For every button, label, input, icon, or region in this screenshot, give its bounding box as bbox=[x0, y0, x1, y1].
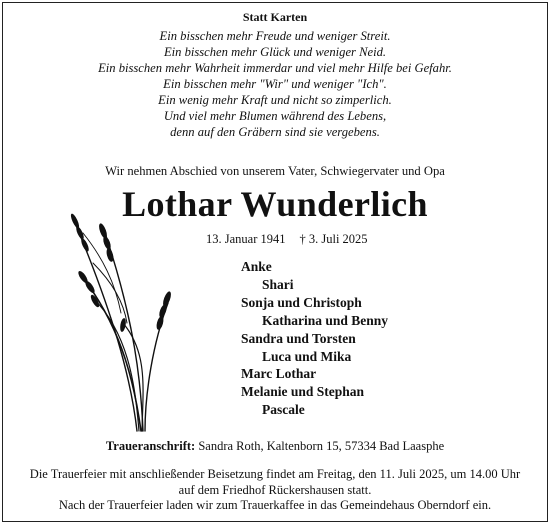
address-text: Sandra Roth, Kaltenborn 15, 57334 Bad Laasphe bbox=[198, 439, 445, 453]
life-dates bbox=[206, 232, 368, 247]
header-statt-karten: Statt Karten bbox=[242, 10, 308, 24]
family-member: Shari bbox=[262, 276, 294, 292]
death-date: † 3. Juli 2025 bbox=[299, 232, 368, 246]
family-member: Melanie und Stephan bbox=[241, 384, 365, 400]
address-label: Traueranschrift: bbox=[105, 439, 196, 453]
funeral-info-line: auf dem Friedhof Rückershausen statt. bbox=[178, 482, 372, 497]
poem-line: Und viel mehr Blumen während des Lebens, bbox=[163, 109, 387, 123]
funeral-info bbox=[3, 467, 547, 514]
poem-line: Ein wenig mehr Kraft und nicht so zimperlich. bbox=[158, 93, 392, 107]
mourning-address bbox=[3, 439, 547, 454]
poem bbox=[3, 28, 547, 140]
intro-text: Wir nehmen Abschied von unserem Vater, Schwiegervater und Opa bbox=[105, 164, 445, 178]
family-member: Sandra und Torsten bbox=[241, 330, 356, 346]
family-member: Anke bbox=[241, 259, 272, 274]
poem-line: Ein bisschen mehr Freude und weniger Streit. bbox=[159, 29, 391, 43]
family-member: Sonja und Christoph bbox=[241, 294, 362, 310]
family-member: Luca und Mika bbox=[262, 348, 352, 364]
funeral-info-line: Nach der Trauerfeier laden wir zum Trauerkaffee in das Gemeindehaus Oberndorf ein. bbox=[58, 498, 492, 512]
family-member: Marc Lothar bbox=[241, 366, 317, 382]
poem-line: Ein bisschen mehr Wahrheit immerdar und viel mehr Hilfe bei Gefahr. bbox=[98, 61, 452, 75]
deceased-name: Lothar Wunderlich bbox=[122, 184, 428, 224]
family-member: Pascale bbox=[262, 402, 305, 418]
obituary-notice bbox=[2, 2, 548, 522]
poem-line: denn auf den Gräbern sind sie vergebens. bbox=[170, 125, 380, 139]
funeral-info-line: Die Trauerfeier mit anschließender Beisetzung findet am Freitag, den 11. Juli 2025, um 14.00 Uhr bbox=[29, 467, 521, 481]
family-list bbox=[241, 258, 388, 419]
poem-line: Ein bisschen mehr Glück und weniger Neid. bbox=[163, 45, 387, 59]
wheat-icon bbox=[63, 203, 183, 438]
birth-date: 13. Januar 1941 bbox=[206, 232, 286, 246]
poem-line: Ein bisschen mehr "Wir" und weniger "Ich". bbox=[163, 77, 387, 91]
family-member: Katharina und Benny bbox=[262, 312, 389, 328]
